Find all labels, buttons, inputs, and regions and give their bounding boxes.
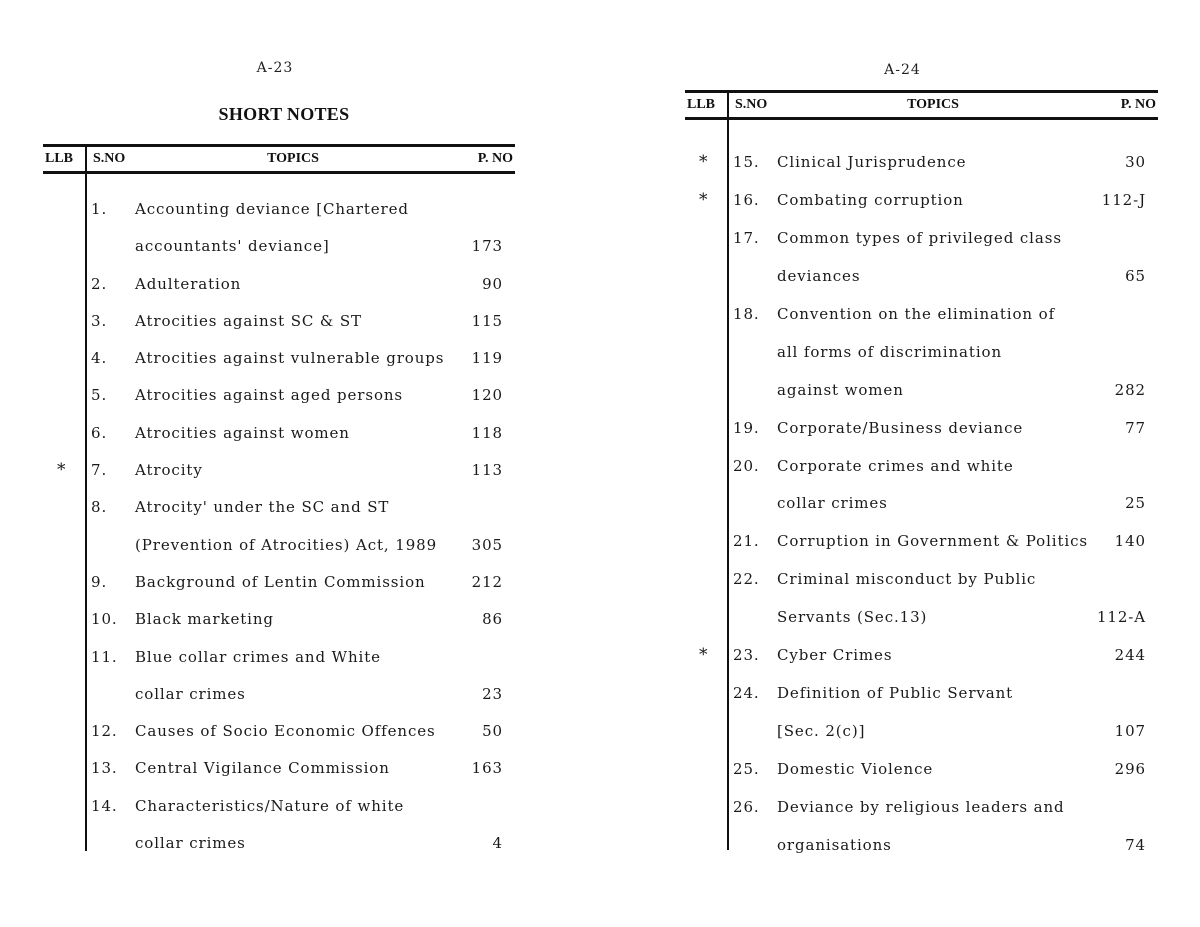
- serial-number: 19.: [733, 418, 760, 437]
- table-row: [43, 266, 515, 303]
- serial-number: 26.: [733, 797, 760, 816]
- table-row: [43, 788, 515, 825]
- topic-list: [685, 144, 1158, 865]
- table-row: [43, 340, 515, 377]
- topic-text: (Prevention of Atrocities) Act, 1989: [135, 535, 438, 554]
- table-row: [43, 228, 515, 265]
- topic-text: Atrocities against women: [135, 423, 350, 442]
- table-row: [685, 220, 1158, 258]
- page-ref: 74: [1125, 835, 1146, 854]
- section-title: SHORT NOTES: [218, 104, 350, 124]
- topic-text: collar crimes: [135, 834, 246, 853]
- page-number: A-23: [256, 60, 294, 76]
- serial-number: 7.: [91, 461, 108, 480]
- table-row: [685, 789, 1158, 827]
- topic-text: Characteristics/Nature of white: [135, 796, 405, 815]
- page-ref: 173: [471, 237, 503, 256]
- table-row: [43, 713, 515, 750]
- topic-text: Atrocity: [135, 461, 203, 480]
- table-row: [685, 485, 1158, 523]
- topic-text: Black marketing: [135, 610, 274, 629]
- table-row: [43, 564, 515, 601]
- topic-text: collar crimes: [135, 684, 246, 703]
- serial-number: 3.: [91, 311, 108, 330]
- serial-number: 22.: [733, 570, 760, 589]
- serial-number: 2.: [91, 274, 108, 293]
- topic-text: Clinical Jurisprudence: [777, 153, 967, 171]
- page-ref: 50: [482, 722, 503, 741]
- page-ref: 282: [1114, 380, 1146, 399]
- table-row: [685, 637, 1158, 675]
- serial-number: 17.: [733, 228, 760, 247]
- serial-number: 1.: [91, 200, 108, 218]
- page-ref: 244: [1114, 646, 1146, 665]
- topic-text: Convention on the elimination of: [777, 304, 1056, 323]
- table-header: [43, 144, 515, 174]
- llb-marker: *: [699, 152, 709, 172]
- page-ref: 4: [492, 834, 503, 853]
- table-row: [43, 825, 515, 862]
- serial-number: 8.: [91, 498, 108, 517]
- serial-number: 9.: [91, 572, 108, 591]
- table-row: [685, 372, 1158, 410]
- topic-text: Corruption in Government & Politics: [777, 532, 1089, 551]
- table-row: [43, 303, 515, 340]
- topic-text: Common types of privileged class: [777, 228, 1062, 247]
- table-row: [43, 639, 515, 676]
- table-row: [685, 410, 1158, 448]
- page-ref: 90: [482, 274, 503, 293]
- serial-number: 11.: [91, 647, 118, 666]
- serial-number: 24.: [733, 684, 760, 703]
- page-ref: 30: [1125, 153, 1146, 171]
- topic-text: Blue collar crimes and White: [135, 647, 381, 666]
- header-pno: P. NO: [477, 151, 513, 166]
- table-row: [43, 377, 515, 414]
- table-row: [43, 415, 515, 452]
- table-row: [685, 523, 1158, 561]
- header-sno: S.NO: [735, 97, 768, 112]
- topic-text: against women: [777, 380, 904, 399]
- table-row: [43, 452, 515, 489]
- page-ref: 23: [482, 684, 503, 703]
- llb-marker: *: [699, 645, 709, 666]
- table-row: [43, 676, 515, 713]
- table-row: [685, 334, 1158, 372]
- topic-text: Causes of Socio Economic Offences: [135, 722, 436, 741]
- topic-text: [Sec. 2(c)]: [777, 722, 866, 741]
- topic-text: Atrocities against vulnerable groups: [135, 349, 445, 368]
- table-row: [685, 599, 1158, 637]
- serial-number: 18.: [733, 304, 760, 323]
- table-header: [685, 90, 1158, 120]
- serial-number: 21.: [733, 532, 760, 551]
- page-number: A-24: [884, 62, 921, 78]
- header-topics: TOPICS: [267, 151, 319, 166]
- serial-number: 25.: [733, 760, 760, 778]
- serial-number: 23.: [733, 646, 760, 665]
- topic-text: organisations: [777, 835, 892, 854]
- topic-text: Atrocities against SC & ST: [135, 311, 362, 330]
- page-ref: 212: [471, 572, 503, 591]
- serial-number: 16.: [733, 190, 760, 209]
- page-ref: 86: [482, 610, 503, 629]
- table-row: [685, 144, 1158, 182]
- page-ref: 296: [1114, 760, 1146, 778]
- topic-text: Domestic Violence: [777, 760, 934, 778]
- header-llb: LLB: [45, 151, 74, 166]
- page-ref: 112-J: [1101, 190, 1146, 209]
- serial-number: 6.: [91, 423, 108, 442]
- header-topics: TOPICS: [907, 97, 959, 112]
- serial-number: 15.: [733, 153, 760, 171]
- page-ref: 140: [1114, 532, 1146, 551]
- table-row: [43, 601, 515, 638]
- topic-text: collar crimes: [777, 494, 888, 513]
- table-row: [685, 827, 1158, 865]
- topic-text: Combating corruption: [777, 190, 964, 209]
- serial-number: 5.: [91, 386, 108, 405]
- topic-text: Deviance by religious leaders and: [777, 797, 1065, 816]
- page-ref: 115: [471, 311, 503, 330]
- header-sno: S.NO: [93, 151, 126, 166]
- serial-number: 10.: [91, 610, 118, 629]
- page-ref: 113: [471, 461, 503, 480]
- topic-text: deviances: [777, 266, 861, 285]
- header-pno: P. NO: [1120, 97, 1156, 112]
- topic-text: Servants (Sec.13): [777, 608, 928, 627]
- page-ref: 112-A: [1096, 608, 1146, 627]
- topic-text: Definition of Public Servant: [777, 684, 1014, 703]
- topic-text: accountants' deviance]: [135, 237, 330, 256]
- topic-text: Atrocity' under the SC and ST: [135, 498, 390, 517]
- table-row: [43, 489, 515, 526]
- table-row: [685, 713, 1158, 751]
- header-llb: LLB: [687, 97, 716, 112]
- table-row: [685, 258, 1158, 296]
- topic-text: Corporate crimes and white: [777, 456, 1014, 475]
- page-ref: 25: [1125, 494, 1146, 513]
- topic-text: Criminal misconduct by Public: [777, 570, 1037, 589]
- topic-text: Cyber Crimes: [777, 646, 893, 665]
- table-row: [685, 448, 1158, 486]
- table-row: [685, 182, 1158, 220]
- table-row: [43, 750, 515, 787]
- page-ref: 107: [1114, 722, 1146, 741]
- topic-text: Accounting deviance [Chartered: [135, 200, 409, 218]
- topic-text: Adulteration: [135, 274, 242, 293]
- topic-text: all forms of discrimination: [777, 342, 1003, 361]
- table-row: [43, 191, 515, 228]
- serial-number: 14.: [91, 796, 118, 815]
- topic-text: Atrocities against aged persons: [135, 386, 404, 405]
- llb-marker: *: [57, 460, 67, 481]
- page-ref: 77: [1125, 418, 1146, 437]
- table-row: [685, 561, 1158, 599]
- topic-list: [43, 191, 515, 862]
- page-ref: 118: [471, 423, 503, 442]
- serial-number: 4.: [91, 349, 108, 368]
- page-ref: 119: [471, 349, 503, 368]
- topic-text: Corporate/Business deviance: [777, 418, 1024, 437]
- topic-text: Central Vigilance Commission: [135, 759, 390, 778]
- table-row: [43, 527, 515, 564]
- page-ref: 163: [471, 759, 503, 778]
- table-row: [685, 296, 1158, 334]
- page-ref: 305: [471, 535, 503, 554]
- llb-marker: *: [699, 189, 709, 210]
- page-ref: 120: [471, 386, 503, 405]
- table-row: [685, 675, 1158, 713]
- serial-number: 12.: [91, 722, 118, 741]
- serial-number: 20.: [733, 456, 760, 475]
- serial-number: 13.: [91, 759, 118, 778]
- table-row: [685, 751, 1158, 789]
- topic-text: Background of Lentin Commission: [135, 572, 426, 591]
- page-ref: 65: [1125, 266, 1146, 285]
